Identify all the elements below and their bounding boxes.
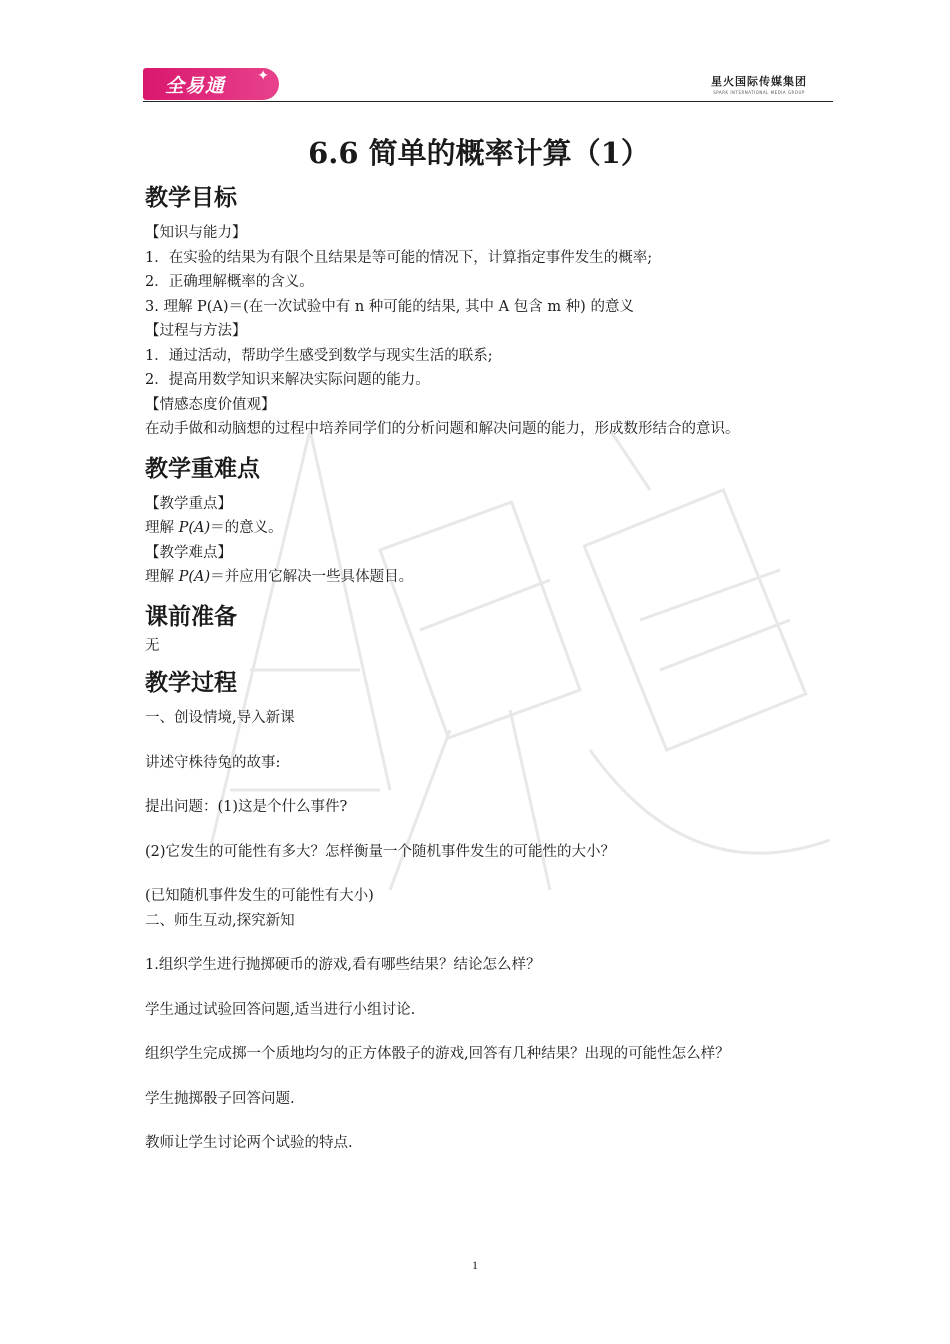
focus-formula: P(A) (178, 520, 211, 536)
process-item-1: 1．通过活动，帮助学生感受到数学与现实生活的联系; (145, 347, 493, 364)
focus-text (145, 516, 813, 541)
logo-text: 全易通 (165, 75, 226, 97)
document-body (145, 128, 813, 1156)
knowledge-tag: 【知识与能力】 (145, 225, 247, 241)
section-heading-process: 教学过程 (145, 670, 237, 696)
focus-suffix: ＝的意义。 (210, 520, 283, 536)
part1-title: 一、创设情境,导入新课 (145, 710, 295, 726)
knowledge-item-3: 3. 理解 P(A)＝(在一次试验中有 n 种可能的结果, 其中 A 包含 m 种) 的意义 (145, 298, 634, 315)
section-heading-prep: 课前准备 (145, 603, 237, 630)
process-tag: 【过程与方法】 (145, 323, 247, 339)
header-divider (143, 101, 833, 102)
page-header (0, 0, 950, 110)
document-title: 6.6 简单的概率计算（1） (308, 136, 650, 170)
difficulty-text (145, 565, 813, 590)
difficulty-prefix: 理解 (145, 569, 179, 585)
process-paragraph: 教师让学生讨论两个试验的特点. (145, 1135, 353, 1151)
emotion-tag: 【情感态度价值观】 (145, 396, 276, 413)
section-heading-keypoints: 教学重难点 (145, 455, 260, 482)
process-item-2: 2．提高用数学知识来解决实际问题的能力。 (145, 372, 430, 388)
focus-tag: 【教学重点】 (145, 495, 232, 512)
prep-text: 无 (145, 637, 160, 654)
process-paragraph: 讲述守株待兔的故事: (145, 754, 281, 771)
difficulty-suffix: ＝并应用它解决一些具体题目。 (210, 569, 414, 585)
process-paragraph: 1.组织学生进行抛掷硬币的游戏,看有哪些结果？结论怎么样？ (145, 957, 541, 973)
knowledge-item-2: 2．正确理解概率的含义。 (145, 274, 314, 290)
focus-prefix: 理解 (145, 520, 179, 536)
difficulty-formula: P(A) (178, 569, 211, 585)
process-paragraph: 组织学生完成掷一个质地均匀的正方体骰子的游戏,回答有几种结果？出现的可能性怎么样？ (145, 1046, 730, 1062)
spark-brand (711, 73, 807, 95)
knowledge-item-1: 1．在实验的结果为有限个且结果是等可能的情况下，计算指定事件发生的概率; (145, 249, 653, 266)
part2-title: 二、师生互动,探究新知 (145, 912, 295, 929)
brand-name-cn: 星火国际传媒集团 (711, 75, 807, 88)
process-paragraph: 提出问题：(1)这是个什么事件? (145, 799, 348, 815)
emotion-text: 在动手做和动脑想的过程中培养同学们的分析问题和解决问题的能力，形成数形结合的意识。 (145, 421, 740, 437)
difficulty-tag: 【教学难点】 (145, 544, 232, 561)
quanyitong-logo (143, 68, 279, 100)
process-paragraph: 学生抛掷骰子回答问题. (145, 1090, 295, 1107)
brand-name-en: SPARK INTERNATIONAL MEDIA GROUP (713, 90, 805, 95)
process-paragraph: 学生通过试验回答问题,适当进行小组讨论. (145, 1001, 416, 1018)
logo-star-icon: ✦ (257, 68, 269, 84)
page-number: 1 (472, 1258, 478, 1272)
section-heading-goals: 教学目标 (145, 185, 237, 211)
process-paragraph: (已知随机事件发生的可能性有大小) (145, 888, 374, 904)
process-paragraph: (2)它发生的可能性有多大？怎样衡量一个随机事件发生的可能性的大小？ (145, 843, 616, 860)
